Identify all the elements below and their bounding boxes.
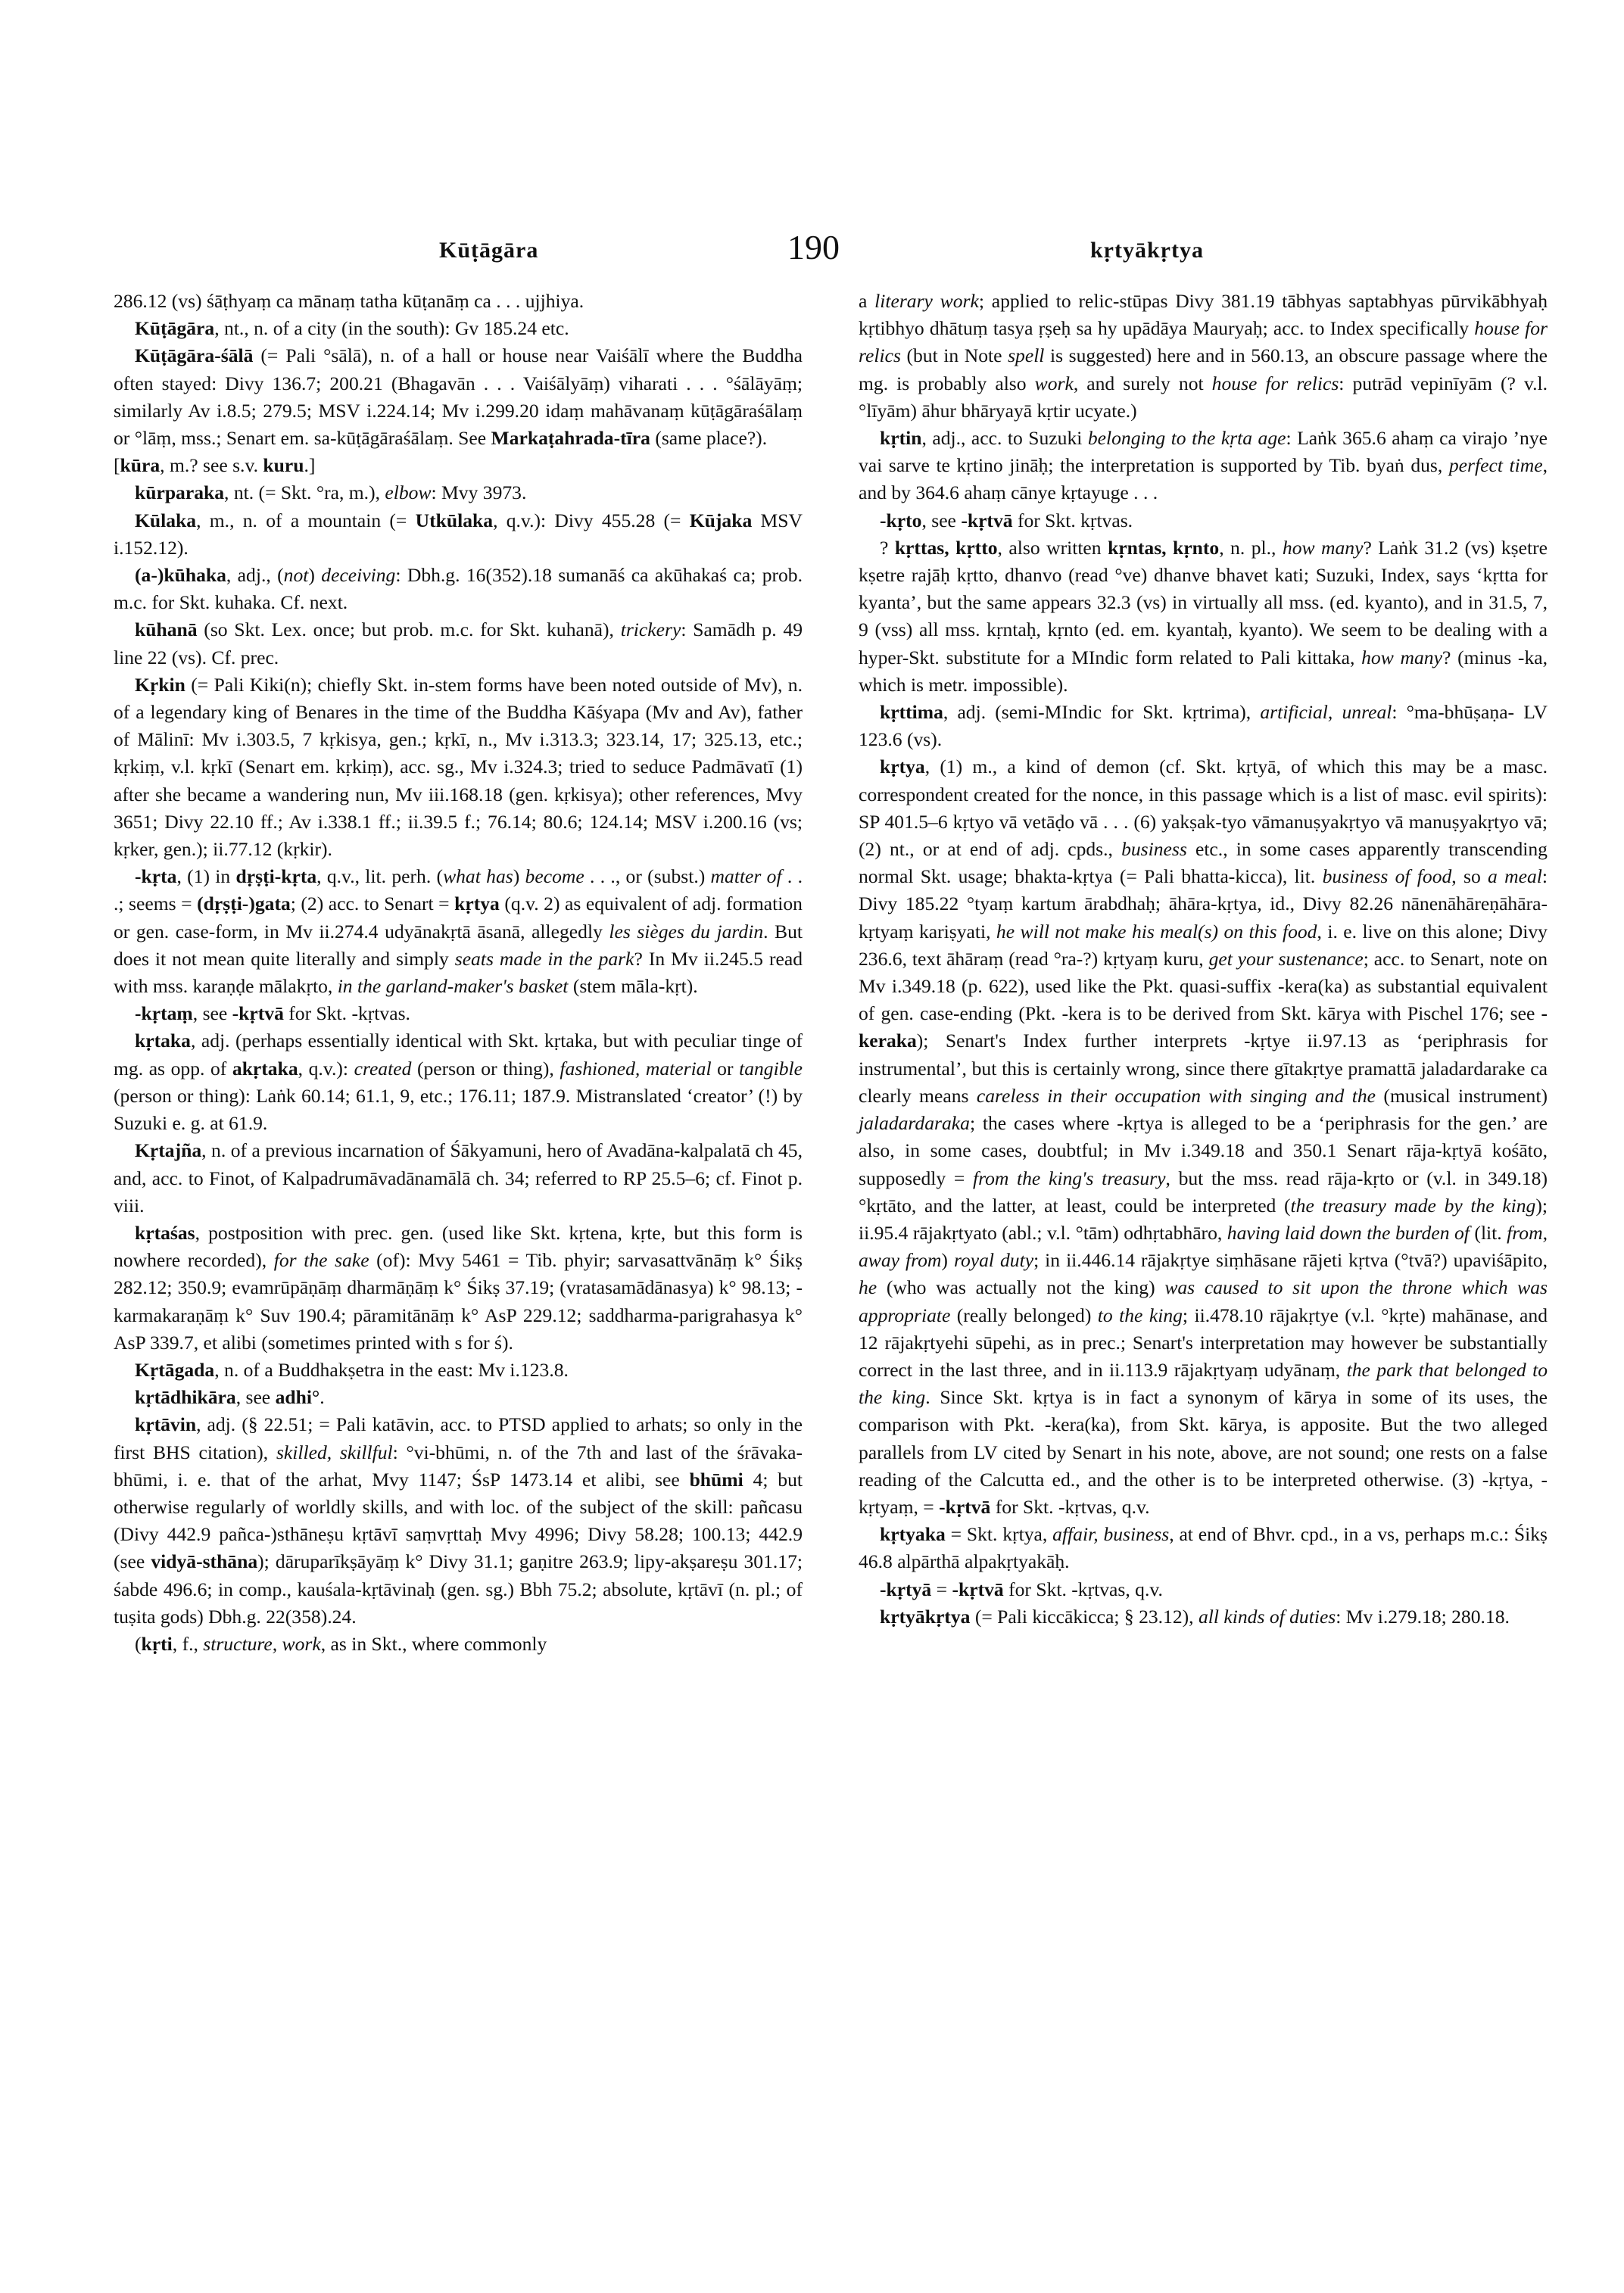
page-header: [0, 227, 1624, 273]
headword: Kūṭāgāra: [135, 317, 215, 340]
gloss-italic: belonging to the kṛta age: [1087, 427, 1286, 450]
gloss-italic: created: [354, 1057, 412, 1080]
gloss-italic: was caused to sit upon the throne which was appropriate: [859, 1276, 1548, 1326]
gloss-italic: for the sake: [273, 1249, 369, 1272]
headword: Kṛtāgada: [135, 1358, 215, 1381]
entry-text: (= Pali °sālā), n. of a hall or house near Vaiśālī where the Buddha often stayed: Divy 136.7; 200.21 (Bhagavān . . . Vaiśālyāṃ) viharati . . . °śālāyāṃ; similarly Av i.8.5; 279.5; MSV i.224.14; Mv i.299.20 idaṃ mahāvanaṃ kūṭāgāraśālaṃ or °lāṃ, mss.; Senart em. sa-kūṭāgāraśālaṃ. See: [114, 344, 803, 450]
entry-text: , n. pl.,: [1219, 536, 1283, 559]
headword: adhi°: [275, 1386, 320, 1409]
entry-text: , q.v.):: [298, 1057, 354, 1080]
gloss-italic: trickery: [620, 618, 681, 641]
headword: Kūlaka: [135, 509, 197, 531]
entry-text: , so: [1451, 865, 1488, 888]
dictionary-entry: [859, 507, 1548, 534]
dictionary-entry: [114, 507, 803, 562]
dictionary-entry: [114, 863, 803, 1000]
entry-text: : putrād vepinīyām (? v.l. °līyām) āhur bhāryayā kṛtir ucyate.): [859, 372, 1548, 422]
dictionary-entry: [114, 671, 803, 863]
headword: kṛtāvin: [135, 1413, 197, 1436]
gloss-italic: from the king's treasury: [972, 1167, 1166, 1189]
entry-text: , and surely not: [1073, 372, 1212, 394]
entry-text: etc., in some cases apparently transcending normal Skt. usage; bhakta-kṛtya (= Pali bhatta-kicca), lit.: [859, 838, 1548, 888]
headword: -kṛtvā: [952, 1578, 1004, 1600]
dictionary-entry: [114, 288, 803, 315]
headword: -kṛtaṃ: [135, 1002, 193, 1025]
dictionary-entry: [859, 1576, 1548, 1603]
headword: -kṛto: [880, 509, 922, 531]
entry-text: (person or thing): Laṅk 60.14; 61.1, 9, etc.; 176.11; 187.9. Mistranslated ‘creator’ (!) by Suzuki e. g. at 61.9.: [114, 1084, 803, 1135]
headword: akṛtaka: [232, 1057, 298, 1080]
entry-text: , postposition with prec. gen. (used like Skt. kṛtena, kṛte, but this form is nowhere recorded),: [114, 1221, 803, 1272]
dictionary-entry: [114, 562, 803, 616]
headword: Utkūlaka: [415, 509, 494, 531]
entry-text: , adj. (perhaps essentially identical with Skt. kṛtaka, but with peculiar tinge of mg. as opp. of: [114, 1030, 803, 1080]
dictionary-entry: [114, 452, 803, 479]
entry-text: (so Skt. Lex. once; but prob. m.c. for Skt. kuhanā),: [197, 618, 621, 641]
entry-text: . . ., or (subst.): [584, 865, 711, 888]
gloss-italic: structure, work: [203, 1632, 321, 1655]
entry-text: 4; but otherwise regularly of worldly skills, and with loc. of the subject of the skill: pañcasu (Divy 442.9 pañca-)sthāneṣu kṛtāvī saṃvṛttaḥ Mvy 4996; Divy 58.28; 100.13; 442.9 (see: [114, 1468, 803, 1573]
entry-text: a: [859, 290, 875, 312]
gloss-italic: house for relics: [859, 317, 1548, 367]
entry-text: ): [308, 564, 322, 587]
entry-text: or: [711, 1057, 740, 1080]
gloss-italic: elbow: [385, 481, 432, 504]
entry-text: ; the cases where -kṛtya is alleged to be a ‘periphrasis for the gen.’ are also, in some cases, doubtful; in Mv i.349.18 and 350.1 Senart rāja-kṛtyā kośāto, supposedly =: [859, 1112, 1548, 1189]
headword: -kṛtvā: [961, 509, 1013, 531]
entry-text: , see: [192, 1002, 232, 1025]
right-running-head: kṛtyākṛtya: [1090, 238, 1204, 263]
entry-text: , adj. (§ 22.51; = Pali katāvin, acc. to PTSD applied to arhats; so only in the first BHS citation),: [114, 1413, 803, 1463]
entry-text: : °vi-bhūmi, n. of the 7th and last of the śrāvaka-bhūmi, i. e. that of the arhat, Mvy 1147; ŚsP 1473.14 et alibi, see: [114, 1441, 803, 1491]
entry-text: =: [931, 1578, 952, 1600]
gloss-italic: skilled, skillful: [276, 1441, 393, 1463]
entry-text: (= Pali Kiki(n); chiefly Skt. in-stem forms have been noted outside of Mv), n. of a legendary king of Benares in the time of the Buddha Kāśyapa (Mv and Av), father of Mālinī: Mv i.303.5, 7 kṛkisya, gen.; kṛkī, n., Mv i.313.3; 323.14, 17; 325.13, etc.; kṛkiṃ, v.l. kṛkī (Senart em. kṛkiṃ), acc. sg., Mv i.324.3; tried to seduce Padmāvatī (1) after she became a wandering nun, Mv iii.168.18 (gen. kṛkisya); other references, Mvy 3651; Divy 22.10 ff.; Av i.338.1 ff.; ii.39.5 f.; 76.14; 80.6; 124.14; MSV i.200.16 (vs; kṛker, gen.); ii.77.12 (kṛkir).: [114, 673, 803, 861]
headword: -kṛtvā: [939, 1495, 991, 1518]
dictionary-entry: [859, 1521, 1548, 1575]
entry-text: ; (2) acc. to Senart =: [290, 893, 455, 915]
dictionary-entry: [114, 1384, 803, 1411]
entry-text: , i. e. live on this alone; Divy 236.6, text āhāraṃ (read °ra-?) kṛtyaṃ kuru,: [859, 920, 1548, 970]
headword: kṛtyākṛtya: [880, 1605, 971, 1628]
entry-text: 286.12 (vs) śāṭhyaṃ ca mānaṃ tatha kūṭanāṃ ca . . . ujjhiya.: [114, 290, 584, 312]
entry-text: , n. of a Buddhakṣetra in the east: Mv i.123.8.: [214, 1358, 569, 1381]
left-running-head: Kūṭāgāra: [439, 238, 539, 263]
entry-text: ; acc. to Senart, note on Mv i.349.18 (p. 622), used like the Pkt. quasi-suffix -kera(ka) as substantial equivalent of gen. case-ending (Pkt. -kera is to be derived from Skt. kārya with Pischel 176; see: [859, 947, 1548, 1025]
entry-text: ? Laṅk 31.2 (vs) kṣetre kṣetre rajāḥ kṛtto, dhanvo (read °ve) dhanve bhavet kati; Suzuki, Index, says ‘kṛtta for kyanta’, but the same appears 32.3 (vs) in virtually all mss. (ed. kyanto), and in 31.5, 7, 9 (vss) all mss. kṛntaḥ, kṛnto (ed. em. kyantaḥ, kyanto). We seem to be dealing with a hyper-Skt. substitute for a MIndic form related to Pali kittaka,: [859, 536, 1548, 668]
gloss-italic: what has: [443, 865, 513, 888]
entry-text: , see: [921, 509, 962, 531]
gloss-italic: fashioned, material: [560, 1057, 712, 1080]
headword: kūrparaka: [135, 481, 225, 504]
headword: kṛtādhikāra: [135, 1386, 236, 1409]
entry-text: = Skt. kṛtya,: [945, 1523, 1053, 1546]
entry-text: (same place?).: [650, 427, 768, 450]
headword: kṛtaka: [135, 1030, 191, 1052]
entry-text: (= Pali kiccākicca; § 23.12),: [970, 1605, 1199, 1628]
dictionary-entry: [114, 1411, 803, 1631]
headword: kṛtin: [880, 427, 922, 450]
gloss-italic: the treasury made by the king: [1290, 1194, 1536, 1217]
gloss-italic: les sièges du jardin: [609, 920, 764, 942]
dictionary-entry: [859, 534, 1548, 699]
dictionary-entry: [114, 1631, 803, 1658]
headword: kṛttas, kṛtto: [894, 536, 998, 559]
gloss-italic: how many: [1282, 536, 1364, 559]
gloss-italic: perfect time: [1448, 454, 1543, 477]
gloss-italic: to the king: [1097, 1304, 1183, 1326]
entry-text: ?: [880, 536, 895, 559]
dictionary-entry: [114, 616, 803, 671]
headword: kṛntas, kṛnto: [1108, 536, 1220, 559]
gloss-italic: a meal: [1488, 865, 1542, 888]
entry-text: , adj., (: [226, 564, 284, 587]
dictionary-entry: [114, 1220, 803, 1357]
gloss-italic: deceiving: [321, 564, 396, 587]
entry-text: : Mvy 3973.: [431, 481, 527, 504]
headword: -kṛtvā: [232, 1002, 284, 1025]
entry-text: (person or thing),: [411, 1057, 560, 1080]
entry-text: is suggested) here and in 560.13, an obscure passage where the mg. is probably also: [859, 344, 1548, 394]
gloss-italic: literary work: [874, 290, 979, 312]
entry-text: for Skt. -kṛtvas.: [283, 1002, 410, 1025]
entry-text: ); ii.95.4 rājakṛtyato (abl.; v.l. °tām) odhṛtabhāro,: [859, 1194, 1548, 1244]
entry-text: , nt., n. of a city (in the south): Gv 185.24 etc.: [214, 317, 569, 340]
headword: Kṛtajña: [135, 1139, 202, 1162]
entry-text: MSV i.152.12).: [114, 509, 803, 559]
gloss-italic: careless in their occupation with singing and the: [976, 1084, 1376, 1107]
page-number: 190: [787, 228, 840, 266]
gloss-italic: how many: [1361, 646, 1442, 668]
entry-text: ; ii.478.10 rājakṛtye (v.l. °kṛte) mahānase, and 12 rājakṛtyehi sūpehi, as in prec.; Senart's interpretation may however be substantially correct in the last three, and in ii.113.9 rājakṛtyaṃ udyānaṃ,: [859, 1304, 1548, 1381]
entry-text: , f.,: [172, 1632, 204, 1655]
gloss-italic: matter of: [710, 865, 782, 888]
headword: kṛtya: [880, 756, 925, 778]
gloss-italic: having laid down the burden of: [1227, 1221, 1470, 1244]
gloss-italic: affair, business: [1052, 1523, 1170, 1546]
entry-text: [: [114, 454, 120, 477]
entry-text: . But does it not mean quite literally and simply: [114, 920, 803, 970]
entry-text: , m., n. of a mountain (=: [196, 509, 416, 531]
entry-text: , as in Skt., where commonly: [320, 1632, 547, 1655]
entry-text: , adj. (semi-MIndic for Skt. kṛtrima),: [943, 701, 1261, 724]
gloss-italic: artificial, unreal: [1260, 701, 1392, 724]
dictionary-entry: [114, 1357, 803, 1384]
entry-text: : Samādh p. 49 line 22 (vs). Cf. prec.: [114, 618, 803, 668]
gloss-italic: work: [1034, 372, 1074, 394]
headword: Kūjaka: [689, 509, 753, 531]
gloss-italic: spell: [1008, 344, 1045, 367]
entry-text: ); Senart's Index further interprets -kṛtye ii.97.13 as ‘periphrasis for instrumental’, but this is certainly wrong, since there gītakṛtye pramattā jaladardarake ca clearly means: [859, 1030, 1548, 1107]
entry-text: ? (minus -ka, which is metr. impossible).: [859, 646, 1548, 696]
entry-text: ? In Mv ii.245.5 read with mss. karaṇḍe mālakṛto,: [114, 947, 803, 998]
gloss-italic: he: [859, 1276, 877, 1299]
gloss-italic: jaladardaraka: [859, 1112, 970, 1135]
entry-text: ): [941, 1249, 954, 1272]
entry-text: (but in Note: [900, 344, 1008, 367]
dictionary-entry: [114, 479, 803, 506]
gloss-italic: in the garland-maker's basket: [337, 975, 569, 998]
headword: kuru: [263, 454, 304, 477]
entry-text: for Skt. -kṛtvas, q.v.: [990, 1495, 1150, 1518]
entry-text: , m.? see s.v.: [160, 454, 263, 477]
left-column: [114, 288, 803, 1658]
gloss-italic: all kinds of duties: [1198, 1605, 1336, 1628]
entry-text: : Mv i.279.18; 280.18.: [1336, 1605, 1510, 1628]
entry-text: , adj., acc. to Suzuki: [921, 427, 1088, 450]
gloss-italic: business: [1121, 838, 1187, 861]
entry-text: ): [513, 865, 525, 888]
entry-text: (: [135, 1632, 142, 1655]
entry-text: for Skt. -kṛtvas, q.v.: [1003, 1578, 1163, 1600]
entry-text: : Laṅk 365.6 ahaṃ ca virajo ’nye vai sarve te kṛtino jināḥ; the interpretation is supported by Tib. byaṅ dus,: [859, 427, 1548, 477]
entry-text: : Divy 185.22 °tyaṃ kartum ārabdhaḥ; āhāra-kṛtya, id., Divy 82.26 nānenāhāreṇāhāra-kṛtyaṃ kariṣyati,: [859, 865, 1548, 942]
gloss-italic: tangible: [739, 1057, 803, 1080]
entry-text: (stem māla-kṛt).: [568, 975, 698, 998]
gloss-italic: seats made in the park: [454, 947, 634, 970]
headword: kṛtya: [454, 893, 500, 915]
entry-text: (lit.: [1469, 1221, 1507, 1244]
entry-text: for Skt. kṛtvas.: [1012, 509, 1133, 531]
entry-text: : °ma-bhūṣaṇa- LV 123.6 (vs).: [859, 701, 1548, 751]
entry-text: (really belonged): [950, 1304, 1098, 1326]
headword: -keraka: [859, 1002, 1548, 1052]
dictionary-entry: [114, 1137, 803, 1220]
entry-text: (musical instrument): [1375, 1084, 1548, 1107]
dictionary-entry: [114, 342, 803, 452]
dictionary-entry: [114, 1027, 803, 1137]
entry-text: , n. of a previous incarnation of Śākyamuni, hero of Avadāna-kalpalatā ch 45, and, acc. to Finot, of Kalpadrumāvadānamālā ch. 34; referred to RP 25.5–6; cf. Finot p. viii.: [114, 1139, 803, 1217]
entry-text: , also written: [997, 536, 1108, 559]
gloss-italic: business of food: [1322, 865, 1452, 888]
entry-text: .]: [304, 454, 316, 477]
right-column: [859, 288, 1548, 1631]
headword: kṛtaśas: [135, 1221, 195, 1244]
headword: (dṛṣṭi-)gata: [197, 893, 291, 915]
headword: kūra: [120, 454, 161, 477]
entry-text: : Dbh.g. 16(352).18 sumanāś ca akūhakaś ca; prob. m.c. for Skt. kuhaka. Cf. next.: [114, 564, 803, 614]
entry-text: , q.v.): Divy 455.28 (=: [493, 509, 690, 531]
headword: kūhanā: [135, 618, 198, 641]
entry-text: , and by 364.6 ahaṃ cānye kṛtayuge . . .: [859, 454, 1548, 504]
entry-text: (who was actually not the king): [877, 1276, 1165, 1299]
headword: -kṛtyā: [880, 1578, 932, 1600]
entry-text: (q.v. 2) as equivalent of adj. formation or gen. case-form, in Mv ii.274.4 udyānakṛtā āsanā, allegedly: [114, 893, 803, 942]
dictionary-entry: [114, 1000, 803, 1027]
entry-text: , see: [235, 1386, 276, 1409]
entry-text: , (1) in: [176, 865, 236, 888]
gloss-italic: house for relics: [1211, 372, 1339, 394]
dictionary-entry: [859, 425, 1548, 507]
dictionary-entry: [114, 315, 803, 342]
dictionary-entry: [859, 753, 1548, 1521]
headword: Markaṭahrada-tīra: [491, 427, 650, 450]
gloss-italic: not: [283, 564, 309, 587]
entry-text: , (1) m., a kind of demon (cf. Skt. kṛtyā, of which this may be a masc. correspondent created for the nonce, in this passage which is a list of masc. evil spirits): SP 401.5–6 kṛtyo vā vetāḍo vā . . . (6) yakṣak-tyo vāmanuṣyakṛtyo vā manuṣyakṛtyo vā; (2) nt., or at end of adj. cpds.,: [859, 756, 1548, 861]
headword: kṛti: [141, 1632, 173, 1655]
dictionary-entry: [859, 699, 1548, 753]
headword: Kṛkin: [135, 673, 185, 696]
headword: vidyā-sthāna: [151, 1550, 258, 1573]
entry-text: , q.v., lit. perh. (: [316, 865, 444, 888]
gloss-italic: from, away from: [859, 1221, 1548, 1272]
entry-text: , nt. (= Skt. °ra, m.),: [224, 481, 385, 504]
gloss-italic: become: [525, 865, 584, 888]
entry-text: . . .; seems =: [114, 865, 803, 915]
entry-text: ); dāruparīkṣāyāṃ k° Divy 31.1; gaṇitre 263.9; lipy-akṣareṣu 301.17; śabde 496.6; in comp., kauśala-kṛtāvinaḥ (gen. sg.) Bbh 75.2; absolute, kṛtāvī (n. pl.; of tuṣita gods) Dbh.g. 22(358).24.: [114, 1550, 803, 1628]
entry-text: . Since Skt. kṛtya is in fact a synonym of kārya in some of its uses, the comparison with Pkt. -kera(ka), from Skt. kārya, is apposite. But the two alleged parallels from LV cited by Senart in his note, above, are not sound; one rests on a false reading of the Calcutta ed., and the other is to be interpreted otherwise. (3) -kṛtya, -kṛtyaṃ, =: [859, 1386, 1548, 1518]
entry-text: .: [320, 1386, 325, 1409]
gloss-italic: royal duty: [953, 1249, 1034, 1272]
headword: kṛttima: [880, 701, 943, 724]
headword: dṛṣṭi-kṛta: [235, 865, 317, 888]
headword: Kūṭāgāra-śālā: [135, 344, 254, 367]
headword: -kṛta: [135, 865, 177, 888]
entry-text: ; in ii.446.14 rājakṛtye siṃhāsane rājeti kṛtva (°tvā?) upaviśāpito,: [1033, 1249, 1548, 1272]
gloss-italic: he will not make his meal(s) on this food: [996, 920, 1317, 942]
dictionary-entry: [859, 288, 1548, 425]
dictionary-entry: [859, 1603, 1548, 1631]
gloss-italic: get your sustenance: [1208, 947, 1364, 970]
gloss-italic: the park that belonged to the king: [859, 1358, 1548, 1409]
entry-text: , at end of Bhvr. cpd., in a vs, perhaps m.c.: Śikṣ 46.8 alpārthā alpakṛtyakāḥ.: [859, 1523, 1548, 1573]
headword: kṛtyaka: [880, 1523, 946, 1546]
entry-text: (of): Mvy 5461 = Tib. phyir; sarvasattvānāṃ k° Śikṣ 282.12; 350.9; evamrūpāṇāṃ dharmāṇāṃ k° Śikṣ 37.19; (vratasamādānasya) k° 98.13; -karmakaraṇāṃ k° Suv 190.4; pāramitānāṃ k° AsP 229.12; saddharma-parigrahasya k° AsP 339.7, et alibi (sometimes printed with s for ś).: [114, 1249, 803, 1354]
headword: bhūmi: [689, 1468, 743, 1491]
headword: (a-)kūhaka: [135, 564, 226, 587]
entry-text: , but the mss. read rāja-kṛto or (v.l. in 349.18) °kṛtāto, and the latter, at least, could be interpreted (: [859, 1167, 1548, 1217]
entry-text: ; applied to relic-stūpas Divy 381.19 tābhyas saptabhyas pūrvikābhyaḥ kṛtibhyo dhātuṃ tasya ṛṣeḥ sa hy upādāya Mauryaḥ; acc. to Index specifically: [859, 290, 1548, 340]
